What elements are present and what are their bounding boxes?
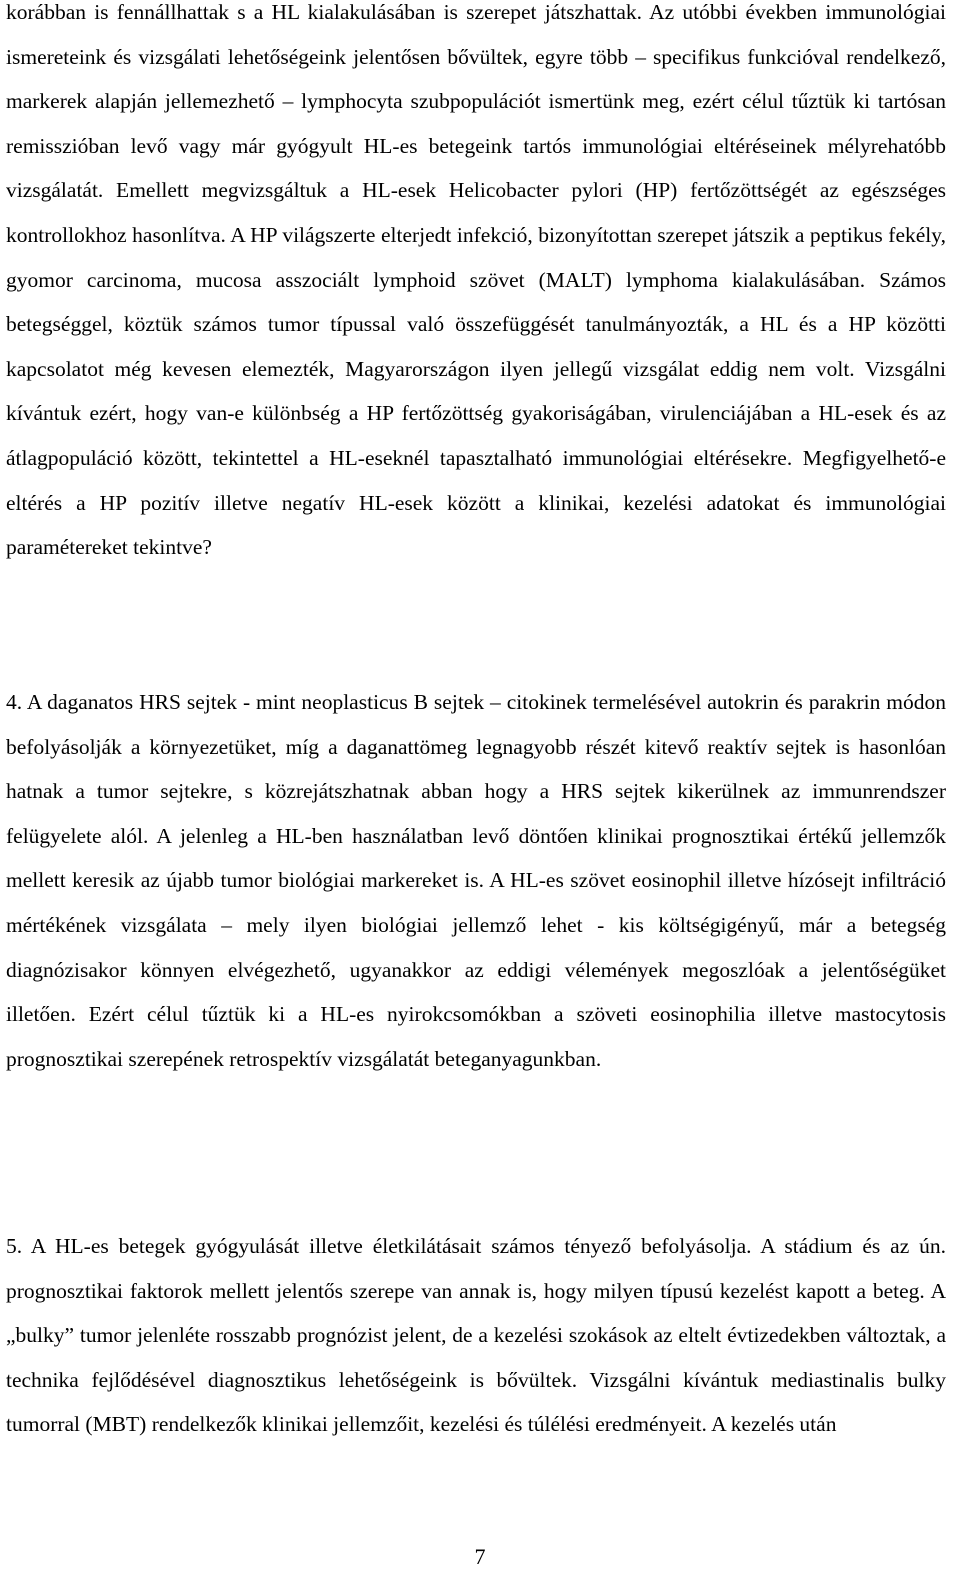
page-number: 7	[474, 1544, 486, 1569]
paragraph-immunology-hp: korábban is fennállhattak s a HL kialakulásában is szerepet játszhattak. Az utóbbi években immunológiai ismereteink és vizsgálati lehetőségeink jelentősen bővültek, egyre több – specifikus funkcióval rendelkező, markerek alapján jellemezhető – lymphocyta szubpopulációt ismertünk meg, ezért célul tűztük ki tartósan remisszióban levő vagy már gyógyult HL-es betegeink tartós immunológiai eltéréseinek mélyrehatóbb vizsgálatát. Emellett megvizsgáltuk a HL-esek Helicobacter pylori (HP) fertőzöttségét az egészséges kontrollokhoz hasonlítva. A HP világszerte elterjedt infekció, bizonyítottan szerepet játszik a peptikus fekély, gyomor carcinoma, mucosa asszociált lymphoid szövet (MALT) lymphoma kialakulásában. Számos betegséggel, köztük számos tumor típussal való összefüggését tanulmányozták, a HL és a HP közötti kapcsolatot még kevesen elemezték, Magyarországon ilyen jellegű vizsgálat eddig nem volt. Vizsgálni kívántuk ezért, hogy van-e különbség a HP fertőzöttség gyakoriságában, virulenciájában a HL-esek és az átlagpopuláció között, tekintettel a HL-eseknél tapasztalható immunológiai eltérésekre. Megfigyelhető-e eltérés a HP pozitív illetve negatív HL-esek között a klinikai, kezelési adatokat és immunológiai paramétereket tekintve?	[6, 0, 946, 560]
paragraph-5-bulky-tumor: 5. A HL-es betegek gyógyulását illetve életkilátásait számos tényező befolyásolja. A stádium és az ún. prognosztikai faktorok mellett jelentős szerepe van annak is, hogy milyen típusú kezelést kapott a beteg. A „bulky” tumor jelenléte rosszabb prognózist jelent, de a kezelési szokások az eltelt évtizedekben változtak, a technika fejlődésével diagnosztikus lehetőségeink is bővültek. Vizsgálni kívántuk mediastinalis bulky tumorral (MBT) rendelkezők klinikai jellemzőit, kezelési és túlélési eredményeit. A kezelés után	[6, 1234, 946, 1437]
paragraph-4-eosinophil-mastocytosis: 4. A daganatos HRS sejtek - mint neoplasticus B sejtek – citokinek termelésével autokrin és parakrin módon befolyásolják a környezetüket, míg a daganattömeg legnagyobb részét kitevő reaktív sejtek is hasonlóan hatnak a tumor sejtekre, s közrejátszhatnak abban hogy a HRS sejtek kikerülnek az immunrendszer felügyelete alól. A jelenleg a HL-ben használatban levő döntően klinikai prognosztikai értékű jellemzők mellett keresik az újabb tumor biológiai markereket is. A HL-es szövet eosinophil illetve hízósejt infiltráció mértékének vizsgálata – mely ilyen biológiai jellemző lehet - kis költségigényű, már a betegség diagnózisakor könnyen elvégezhető, ugyanakkor az eddigi vélemények megoszlóak a jelentőségüket illetően. Ezért célul tűztük ki a HL-es nyirokcsomókban a szöveti eosinophilia illetve mastocytosis prognosztikai szerepének retrospektív vizsgálatát beteganyagunkban.	[6, 690, 946, 1071]
